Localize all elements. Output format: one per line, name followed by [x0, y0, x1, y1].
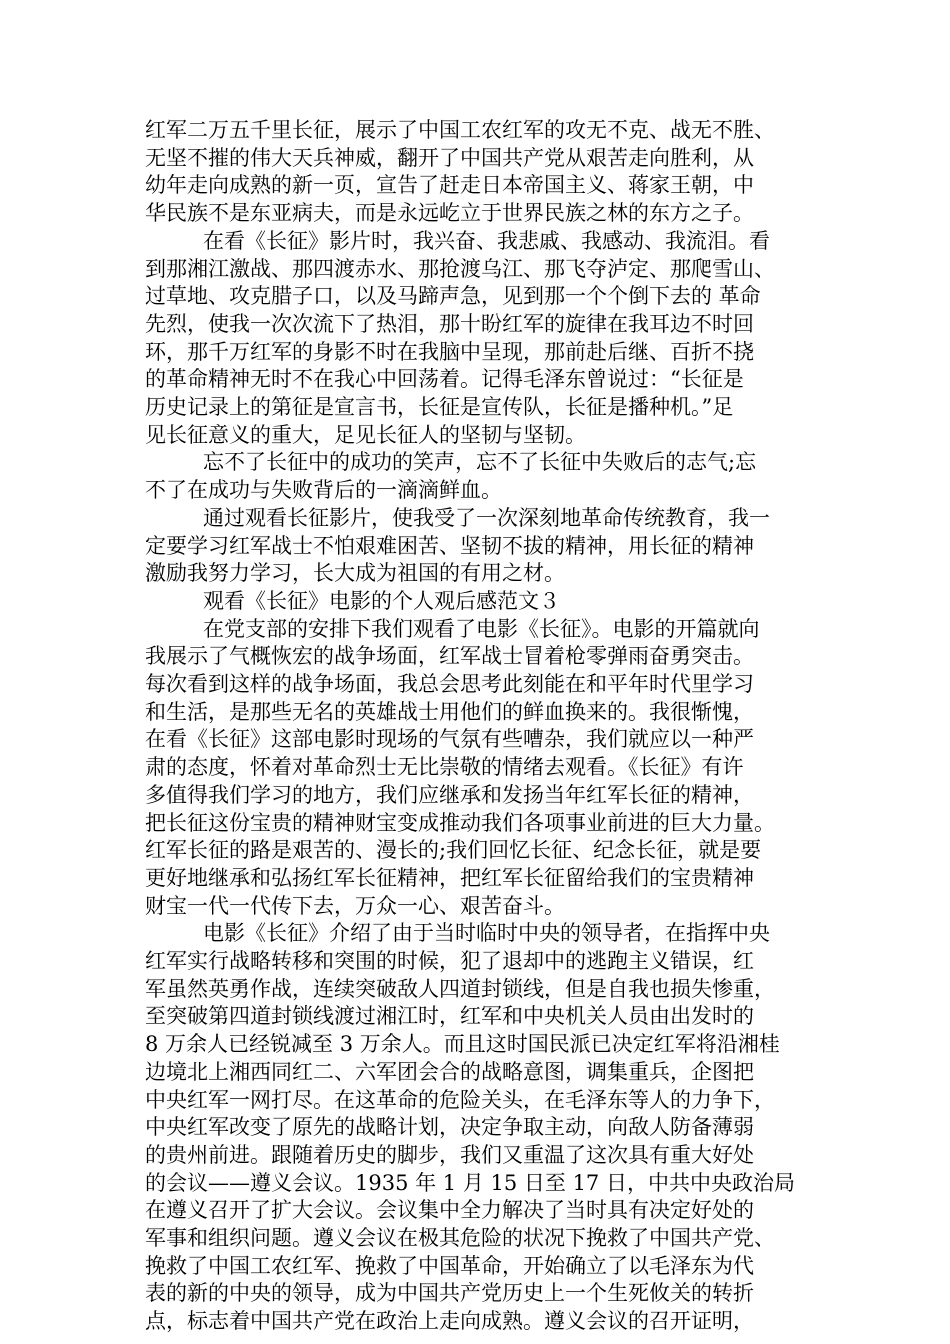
text-line: 见长征意义的重大，足见长征人的坚韧与坚韧。: [145, 422, 586, 447]
paragraph-first-line: 在党支部的安排下我们观看了电影《长征》。电影的开篇就向: [203, 616, 760, 641]
paragraph-first-line: 电影《长征》介绍了由于当时临时中央的领导者，在指挥中央: [203, 921, 770, 946]
text-line: 边境北上湘西同红二、六军团会合的战略意图，调集重兵，企图把: [145, 1059, 754, 1084]
paragraph-first-line: 忘不了长征中的成功的笑声，忘不了长征中失败后的志气;忘: [203, 450, 757, 475]
text-line: 中央红军改变了原先的战略计划，决定争取主动，向敌人防备薄弱: [145, 1115, 754, 1140]
text-line: 在看《长征》这部电影时现场的气氛有些嘈杂，我们就应以一种严: [145, 727, 754, 752]
text-line: 历史记录上的第征是宣言书，长征是宣传队，长征是播种机。”足: [145, 395, 734, 419]
text-line: 华民族不是东亚病夫，而是永远屹立于世界民族之林的东方之子。: [145, 201, 754, 226]
text-line: 更好地继承和弘扬红军长征精神，把红军长征留给我们的宝贵精神: [145, 865, 754, 890]
text-line: 表的新的中央的领导，成为中国共产党历史上一个生死攸关的转折: [145, 1281, 754, 1306]
text-line: 的革命精神无时不在我心中回荡着。记得毛泽东曾说过：“长征是: [145, 367, 744, 392]
text-line: 多值得我们学习的地方，我们应继承和发扬当年红军长征的精神，: [145, 782, 754, 807]
text-line: 无坚不摧的伟大天兵神威，翻开了中国共产党从艰苦走向胜利，从: [145, 145, 754, 170]
text-line: 挽救了中国工农红军、挽救了中国革命，开始确立了以毛泽东为代: [145, 1253, 754, 1278]
text-line: 过草地、攻克腊子口，以及马蹄声急，见到那一个个倒下去的 革命: [145, 284, 761, 309]
paragraph-first-line: 在看《长征》影片时，我兴奋、我悲戚、我感动、我流泪。看: [203, 228, 770, 253]
text-line: 点，标志着中国共产党在政治上走向成熟。遵义会议的召开证明，: [145, 1309, 754, 1334]
text-line: 红军长征的路是艰苦的、漫长的;我们回忆长征、纪念长征，就是要: [145, 838, 762, 863]
text-line: 幼年走向成熟的新一页，宣告了赶走日本帝国主义、蒋家王朝，中: [145, 173, 754, 198]
text-line: 定要学习红军战士不怕艰难困苦、坚韧不拔的精神，用长征的精神: [145, 533, 754, 558]
text-line: 先烈，使我一次次流下了热泪，那十盼红军的旋律在我耳边不时回: [145, 311, 754, 336]
text-line: 到那湘江激战、那四渡赤水、那抢渡乌江、那飞夺泸定、那爬雪山、: [145, 256, 775, 281]
text-line: 的会议——遵义会议。1935 年 1 月 15 日至 17 日，中共中央政治局: [145, 1170, 795, 1195]
text-line: 在遵义召开了扩大会议。会议集中全力解决了当时具有决定好处的: [145, 1198, 754, 1223]
text-line: 不了在成功与失败背后的一滴滴鲜血。: [145, 478, 502, 503]
text-line: 每次看到这样的战争场面，我总会思考此刻能在和平年时代里学习: [145, 672, 754, 696]
text-line: 至突破第四道封锁线渡过湘江时，红军和中央机关人员由出发时的: [145, 1004, 754, 1029]
text-line: 财宝一代一代传下去，万众一心、艰苦奋斗。: [145, 893, 565, 918]
text-line: 肃的态度，怀着对革命烈士无比崇敬的情绪去观看。《长征》有许: [145, 755, 744, 780]
paragraph-first-line: 观看《长征》电影的个人观后感范文３: [203, 588, 560, 613]
text-line: 我展示了气概恢宏的战争场面，红军战士冒着枪零弹雨奋勇突击。: [145, 644, 754, 669]
text-line: 和生活，是那些无名的英雄战士用他们的鲜血换来的。我很惭愧，: [145, 699, 754, 724]
text-line: 8 万余人已经锐减至 3 万余人。而且这时国民派已决定红军将沿湘桂: [145, 1032, 780, 1057]
paragraph-first-line: 通过观看长征影片，使我受了一次深刻地革命传统教育，我一: [203, 505, 770, 530]
text-line: 激励我努力学习，长大成为祖国的有用之材。: [145, 561, 565, 586]
text-line: 把长征这份宝贵的精神财宝变成推动我们各项事业前进的巨大力量。: [145, 810, 775, 835]
text-line: 红军二万五千里长征，展示了中国工农红军的攻无不克、战无不胜、: [145, 118, 775, 142]
text-line: 中央红军一网打尽。在这革命的危险关头，在毛泽东等人的力争下，: [145, 1087, 775, 1112]
text-line: 军虽然英勇作战，连续突破敌人四道封锁线，但是自我也损失惨重，: [145, 976, 775, 1001]
text-line: 军事和组织问题。遵义会议在极其危险的状况下挽救了中国共产党、: [145, 1226, 775, 1250]
text-line: 环，那千万红军的身影不时在我脑中呈现，那前赴后继、百折不挠: [145, 339, 754, 364]
text-line: 红军实行战略转移和突围的时候，犯了退却中的逃跑主义错误，红: [145, 949, 754, 973]
text-line: 的贵州前进。跟随着历史的脚步，我们又重温了这次具有重大好处: [145, 1142, 754, 1167]
